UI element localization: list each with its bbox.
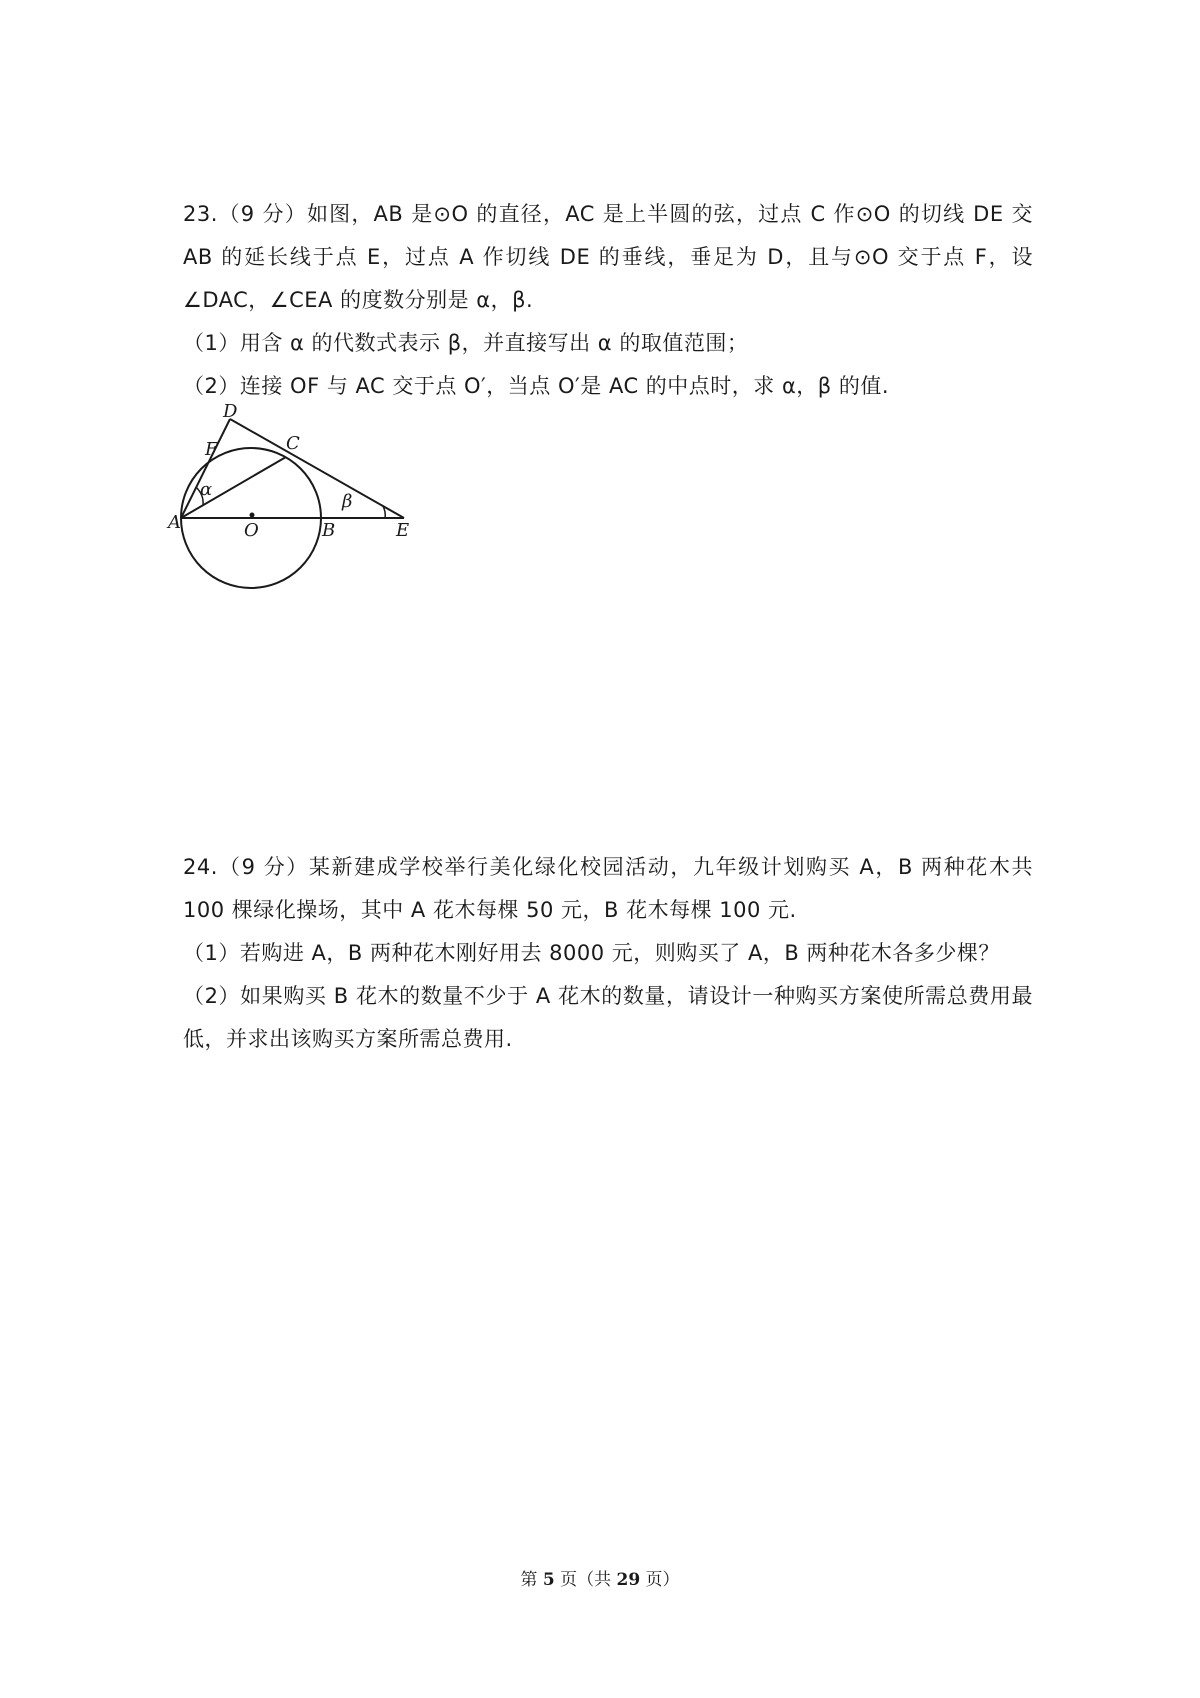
line-de	[230, 419, 404, 518]
page-footer	[0, 1565, 1200, 1590]
question-23-stem: 23.（9 分）如图，AB 是⊙O 的直径，AC 是上半圆的弦，过点 C 作⊙O 的切线 DE 交 AB 的延长线于点 E，过点 A 作切线 DE 的垂线，垂足为 D，且与⊙O 交于点 F，设∠DAC，∠CEA 的度数分别是 α，β.	[183, 202, 1033, 312]
question-23-part-1: （1）用含 α 的代数式表示 β，并直接写出 α 的取值范围；	[183, 331, 749, 355]
label-a: A	[168, 512, 181, 533]
center-dot	[250, 513, 255, 518]
label-c: C	[286, 433, 300, 454]
footer-page-number: 5	[542, 1570, 555, 1590]
question-24	[183, 846, 1033, 1061]
question-24-part-2: （2）如果购买 B 花木的数量不少于 A 花木的数量，请设计一种购买方案使所需总费用最低，并求出该购买方案所需总费用.	[183, 984, 1033, 1051]
label-b: B	[322, 520, 336, 541]
label-f: F	[205, 439, 218, 460]
question-23	[183, 193, 1033, 408]
geometry-diagram	[168, 401, 460, 640]
label-e: E	[396, 520, 410, 541]
question-24-part-1: （1）若购进 A，B 两种花木刚好用去 8000 元，则购买了 A，B 两种花木各多少棵？	[183, 941, 1000, 965]
question-23-figure	[168, 401, 460, 640]
footer-suffix: 页）	[640, 1570, 680, 1590]
label-d: D	[223, 401, 238, 422]
label-beta: β	[342, 491, 353, 512]
footer-prefix: 第	[520, 1570, 543, 1590]
label-o: O	[244, 520, 259, 541]
label-alpha: α	[200, 479, 213, 500]
footer-total-pages: 29	[616, 1570, 641, 1590]
question-23-part-2: （2）连接 OF 与 AC 交于点 O′，当点 O′是 AC 的中点时，求 α，β 的值.	[183, 374, 890, 398]
footer-middle: 页（共	[554, 1570, 617, 1590]
question-24-stem: 24.（9 分）某新建成学校举行美化绿化校园活动，九年级计划购买 A，B 两种花木共 100 棵绿化操场，其中 A 花木每棵 50 元，B 花木每棵 100 元.	[183, 855, 1033, 922]
